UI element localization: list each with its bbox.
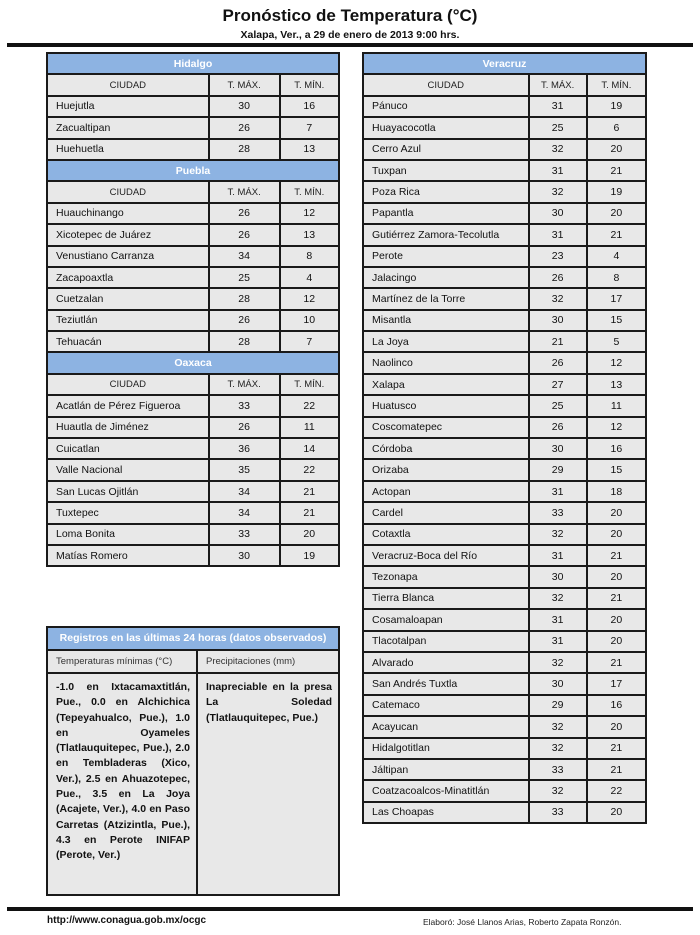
- state-header-veracruz: Veracruz: [363, 53, 646, 74]
- city-name: Cardel: [363, 502, 529, 523]
- max-temp: 32: [529, 524, 587, 545]
- city-name: Xicotepec de Juárez: [47, 224, 209, 245]
- table-row: [47, 459, 339, 480]
- min-temp: 21: [587, 160, 646, 181]
- max-temp: 33: [209, 395, 280, 416]
- min-temp: 19: [587, 96, 646, 117]
- min-temp: 21: [587, 738, 646, 759]
- observed-records-title: Registros en las últimas 24 horas (datos observados): [48, 628, 338, 651]
- table-row: [363, 481, 646, 502]
- city-name: Coscomatepec: [363, 417, 529, 438]
- state-header-oaxaca: Oaxaca: [47, 352, 339, 373]
- city-name: Veracruz-Boca del Río: [363, 545, 529, 566]
- city-name: Tlacotalpan: [363, 631, 529, 652]
- city-name: Cuetzalan: [47, 288, 209, 309]
- max-temp: 30: [209, 545, 280, 566]
- table-row: [47, 417, 339, 438]
- column-header-row: [363, 74, 646, 95]
- city-name: Tuxtepec: [47, 502, 209, 523]
- page-subtitle: Xalapa, Ver., a 29 de enero de 2013 9:00 hrs.: [240, 29, 460, 41]
- min-temp: 16: [587, 438, 646, 459]
- table-row: [363, 652, 646, 673]
- column-header-min: T. MÍN.: [280, 181, 339, 202]
- min-temp: 20: [587, 609, 646, 630]
- min-temp: 21: [280, 481, 339, 502]
- table-row: [47, 117, 339, 138]
- table-row: [363, 395, 646, 416]
- city-name: Cosamaloapan: [363, 609, 529, 630]
- max-temp: 29: [529, 695, 587, 716]
- column-header-city: CIUDAD: [363, 74, 529, 95]
- city-name: Teziutlán: [47, 310, 209, 331]
- min-temp: 16: [587, 695, 646, 716]
- max-temp: 26: [529, 417, 587, 438]
- min-temp: 12: [587, 352, 646, 373]
- table-row: [47, 481, 339, 502]
- max-temp: 31: [529, 96, 587, 117]
- city-name: Las Choapas: [363, 802, 529, 823]
- min-temp: 21: [587, 588, 646, 609]
- max-temp: 28: [209, 139, 280, 160]
- min-temp: 20: [587, 566, 646, 587]
- city-name: Poza Rica: [363, 181, 529, 202]
- left-forecast-table: [46, 52, 340, 567]
- city-name: La Joya: [363, 331, 529, 352]
- min-temp: 22: [587, 780, 646, 801]
- city-name: Huejutla: [47, 96, 209, 117]
- min-temp: 12: [587, 417, 646, 438]
- city-name: Loma Bonita: [47, 524, 209, 545]
- min-temp-text: -1.0 en Ixtacamaxtitlán, Pue., 0.0 en Alchichica (Tepeyahualco, Pue.), 1.0 en Oyameles (Tlatlauquitepec, Pue.), 2.0 en Tembladeras (Xico, Ver.), 2.5 en Ahuazotepec, Pue., 3.5 en La Joya (Acajete, Ver.), 4.0 en Paso Carretas (Atzizintla, Pue.), 4.3 en Perote INIFAP (Perote, Ver.): [56, 681, 190, 862]
- table-row: [363, 96, 646, 117]
- max-temp: 30: [529, 566, 587, 587]
- min-temp: 17: [587, 673, 646, 694]
- max-temp: 30: [529, 310, 587, 331]
- table-row: [363, 139, 646, 160]
- state-header-hidalgo: Hidalgo: [47, 53, 339, 74]
- max-temp: 30: [529, 203, 587, 224]
- min-temp: 13: [280, 139, 339, 160]
- max-temp: 28: [209, 331, 280, 352]
- min-temp: 21: [587, 224, 646, 245]
- city-name: Coatzacoalcos-Minatitlán: [363, 780, 529, 801]
- column-header-min: T. MÍN.: [280, 74, 339, 95]
- table-row: [47, 331, 339, 352]
- table-row: [363, 160, 646, 181]
- table-row: [363, 117, 646, 138]
- max-temp: 33: [529, 802, 587, 823]
- table-row: [47, 545, 339, 566]
- column-header-city: CIUDAD: [47, 74, 209, 95]
- max-temp: 33: [209, 524, 280, 545]
- min-temp: 20: [587, 139, 646, 160]
- min-temp: 20: [280, 524, 339, 545]
- max-temp: 26: [209, 117, 280, 138]
- min-temp: 20: [587, 802, 646, 823]
- min-temp: 6: [587, 117, 646, 138]
- table-row: [363, 331, 646, 352]
- min-temp: 12: [280, 203, 339, 224]
- column-header-max: T. MÁX.: [209, 74, 280, 95]
- min-temp-header: Temperaturas mínimas (°C): [48, 651, 196, 674]
- min-temp: 21: [587, 545, 646, 566]
- max-temp: 21: [529, 331, 587, 352]
- min-temp: 15: [587, 459, 646, 480]
- city-name: Venustiano Carranza: [47, 246, 209, 267]
- max-temp: 32: [529, 716, 587, 737]
- min-temp: 8: [587, 267, 646, 288]
- min-temp: 4: [587, 246, 646, 267]
- table-row: [363, 716, 646, 737]
- max-temp: 26: [209, 203, 280, 224]
- table-row: [47, 96, 339, 117]
- city-name: Martínez de la Torre: [363, 288, 529, 309]
- bottom-divider: [7, 907, 693, 911]
- city-name: Xalapa: [363, 374, 529, 395]
- veracruz-forecast-table: [362, 52, 647, 824]
- table-row: [363, 181, 646, 202]
- max-temp: 29: [529, 459, 587, 480]
- city-name: Cuicatlan: [47, 438, 209, 459]
- min-temp-column: [48, 651, 198, 894]
- state-header-puebla: Puebla: [47, 160, 339, 181]
- min-temp: 5: [587, 331, 646, 352]
- max-temp: 31: [529, 609, 587, 630]
- max-temp: 32: [529, 181, 587, 202]
- max-temp: 31: [529, 631, 587, 652]
- max-temp: 25: [529, 395, 587, 416]
- table-row: [363, 673, 646, 694]
- min-temp: 20: [587, 502, 646, 523]
- city-name: Papantla: [363, 203, 529, 224]
- footer-url-link[interactable]: http://www.conagua.gob.mx/ocgc: [47, 915, 207, 926]
- max-temp: 31: [529, 224, 587, 245]
- table-row: [363, 352, 646, 373]
- column-header-row: [47, 74, 339, 95]
- table-row: [363, 566, 646, 587]
- min-temp: 21: [587, 652, 646, 673]
- max-temp: 32: [529, 738, 587, 759]
- city-name: Huautla de Jiménez: [47, 417, 209, 438]
- city-name: Huehuetla: [47, 139, 209, 160]
- min-temp: 10: [280, 310, 339, 331]
- city-name: Orizaba: [363, 459, 529, 480]
- max-temp: 30: [529, 673, 587, 694]
- min-temp: 8: [280, 246, 339, 267]
- column-header-city: CIUDAD: [47, 374, 209, 395]
- table-row: [363, 267, 646, 288]
- city-name: Cerro Azul: [363, 139, 529, 160]
- table-row: [363, 738, 646, 759]
- table-row: [47, 288, 339, 309]
- table-row: [363, 459, 646, 480]
- table-row: [47, 203, 339, 224]
- max-temp: 33: [529, 759, 587, 780]
- table-row: [363, 224, 646, 245]
- city-name: Valle Nacional: [47, 459, 209, 480]
- min-temp: 22: [280, 459, 339, 480]
- max-temp: 26: [209, 224, 280, 245]
- max-temp: 27: [529, 374, 587, 395]
- max-temp: 35: [209, 459, 280, 480]
- min-temp: 20: [587, 716, 646, 737]
- observed-records-panel: [46, 626, 340, 896]
- min-temp: 20: [587, 524, 646, 545]
- table-row: [47, 246, 339, 267]
- table-row: [363, 417, 646, 438]
- max-temp: 36: [209, 438, 280, 459]
- table-row: [363, 780, 646, 801]
- column-header-min: T. MÍN.: [280, 374, 339, 395]
- city-name: Pánuco: [363, 96, 529, 117]
- max-temp: 26: [209, 417, 280, 438]
- max-temp: 31: [529, 545, 587, 566]
- max-temp: 30: [209, 96, 280, 117]
- max-temp: 30: [529, 438, 587, 459]
- top-divider: [7, 43, 693, 47]
- city-name: Gutiérrez Zamora-Tecolutla: [363, 224, 529, 245]
- min-temp: 11: [280, 417, 339, 438]
- min-temp: 20: [587, 631, 646, 652]
- min-temp: 22: [280, 395, 339, 416]
- city-name: Misantla: [363, 310, 529, 331]
- city-name: Zacualtipan: [47, 117, 209, 138]
- city-name: Matías Romero: [47, 545, 209, 566]
- city-name: Jáltipan: [363, 759, 529, 780]
- table-row: [47, 224, 339, 245]
- precip-column: [198, 651, 338, 894]
- column-header-city: CIUDAD: [47, 181, 209, 202]
- city-name: San Lucas Ojitlán: [47, 481, 209, 502]
- city-name: Tezonapa: [363, 566, 529, 587]
- table-row: [363, 524, 646, 545]
- column-header-min: T. MÍN.: [587, 74, 646, 95]
- max-temp: 32: [529, 780, 587, 801]
- city-name: San Andrés Tuxtla: [363, 673, 529, 694]
- max-temp: 26: [529, 352, 587, 373]
- max-temp: 32: [529, 652, 587, 673]
- city-name: Jalacingo: [363, 267, 529, 288]
- table-row: [363, 246, 646, 267]
- city-name: Naolinco: [363, 352, 529, 373]
- table-row: [363, 203, 646, 224]
- min-temp: 19: [280, 545, 339, 566]
- table-row: [363, 374, 646, 395]
- city-name: Huayacocotla: [363, 117, 529, 138]
- city-name: Alvarado: [363, 652, 529, 673]
- min-temp: 16: [280, 96, 339, 117]
- table-row: [363, 631, 646, 652]
- max-temp: 25: [529, 117, 587, 138]
- min-temp: 18: [587, 481, 646, 502]
- max-temp: 28: [209, 288, 280, 309]
- precip-text: Inapreciable en la presa La Soledad (Tlatlauquitepec, Pue.): [206, 681, 332, 724]
- state-header-row: [47, 160, 339, 181]
- max-temp: 34: [209, 246, 280, 267]
- max-temp: 31: [529, 160, 587, 181]
- table-row: [47, 524, 339, 545]
- state-header-row: [47, 53, 339, 74]
- min-temp: 13: [280, 224, 339, 245]
- max-temp: 31: [529, 481, 587, 502]
- table-row: [363, 609, 646, 630]
- max-temp: 26: [529, 267, 587, 288]
- table-row: [363, 759, 646, 780]
- min-temp: 19: [587, 181, 646, 202]
- table-row: [47, 310, 339, 331]
- city-name: Catemaco: [363, 695, 529, 716]
- city-name: Acatlán de Pérez Figueroa: [47, 395, 209, 416]
- city-name: Huauchinango: [47, 203, 209, 224]
- city-name: Acayucan: [363, 716, 529, 737]
- min-temp: 17: [587, 288, 646, 309]
- max-temp: 25: [209, 267, 280, 288]
- table-row: [47, 502, 339, 523]
- table-row: [363, 695, 646, 716]
- min-temp: 7: [280, 331, 339, 352]
- max-temp: 32: [529, 588, 587, 609]
- column-header-max: T. MÁX.: [209, 374, 280, 395]
- min-temp: 4: [280, 267, 339, 288]
- table-row: [47, 139, 339, 160]
- page-title: Pronóstico de Temperatura (°C): [222, 6, 478, 25]
- city-name: Córdoba: [363, 438, 529, 459]
- table-row: [363, 588, 646, 609]
- city-name: Actopan: [363, 481, 529, 502]
- table-row: [363, 545, 646, 566]
- city-name: Tehuacán: [47, 331, 209, 352]
- min-temp: 21: [587, 759, 646, 780]
- max-temp: 23: [529, 246, 587, 267]
- table-row: [363, 310, 646, 331]
- max-temp: 26: [209, 310, 280, 331]
- min-temp: 13: [587, 374, 646, 395]
- column-header-row: [47, 181, 339, 202]
- state-header-row: [363, 53, 646, 74]
- column-header-row: [47, 374, 339, 395]
- city-name: Zacapoaxtla: [47, 267, 209, 288]
- table-row: [363, 502, 646, 523]
- city-name: Huatusco: [363, 395, 529, 416]
- table-row: [47, 438, 339, 459]
- state-header-row: [47, 352, 339, 373]
- city-name: Tierra Blanca: [363, 588, 529, 609]
- table-row: [47, 395, 339, 416]
- city-name: Cotaxtla: [363, 524, 529, 545]
- min-temp: 7: [280, 117, 339, 138]
- max-temp: 34: [209, 502, 280, 523]
- city-name: Perote: [363, 246, 529, 267]
- precip-header: Precipitaciones (mm): [198, 651, 338, 674]
- table-row: [363, 802, 646, 823]
- min-temp: 15: [587, 310, 646, 331]
- min-temp: 14: [280, 438, 339, 459]
- min-temp: 12: [280, 288, 339, 309]
- footer-credits: Elaboró: José Llanos Arias, Roberto Zapata Ronzón.: [423, 917, 622, 927]
- column-header-max: T. MÁX.: [529, 74, 587, 95]
- min-temp: 11: [587, 395, 646, 416]
- table-row: [363, 288, 646, 309]
- city-name: Tuxpan: [363, 160, 529, 181]
- max-temp: 32: [529, 288, 587, 309]
- column-header-max: T. MÁX.: [209, 181, 280, 202]
- max-temp: 33: [529, 502, 587, 523]
- min-temp: 20: [587, 203, 646, 224]
- table-row: [363, 438, 646, 459]
- table-row: [47, 267, 339, 288]
- min-temp: 21: [280, 502, 339, 523]
- city-name: Hidalgotitlan: [363, 738, 529, 759]
- max-temp: 32: [529, 139, 587, 160]
- max-temp: 34: [209, 481, 280, 502]
